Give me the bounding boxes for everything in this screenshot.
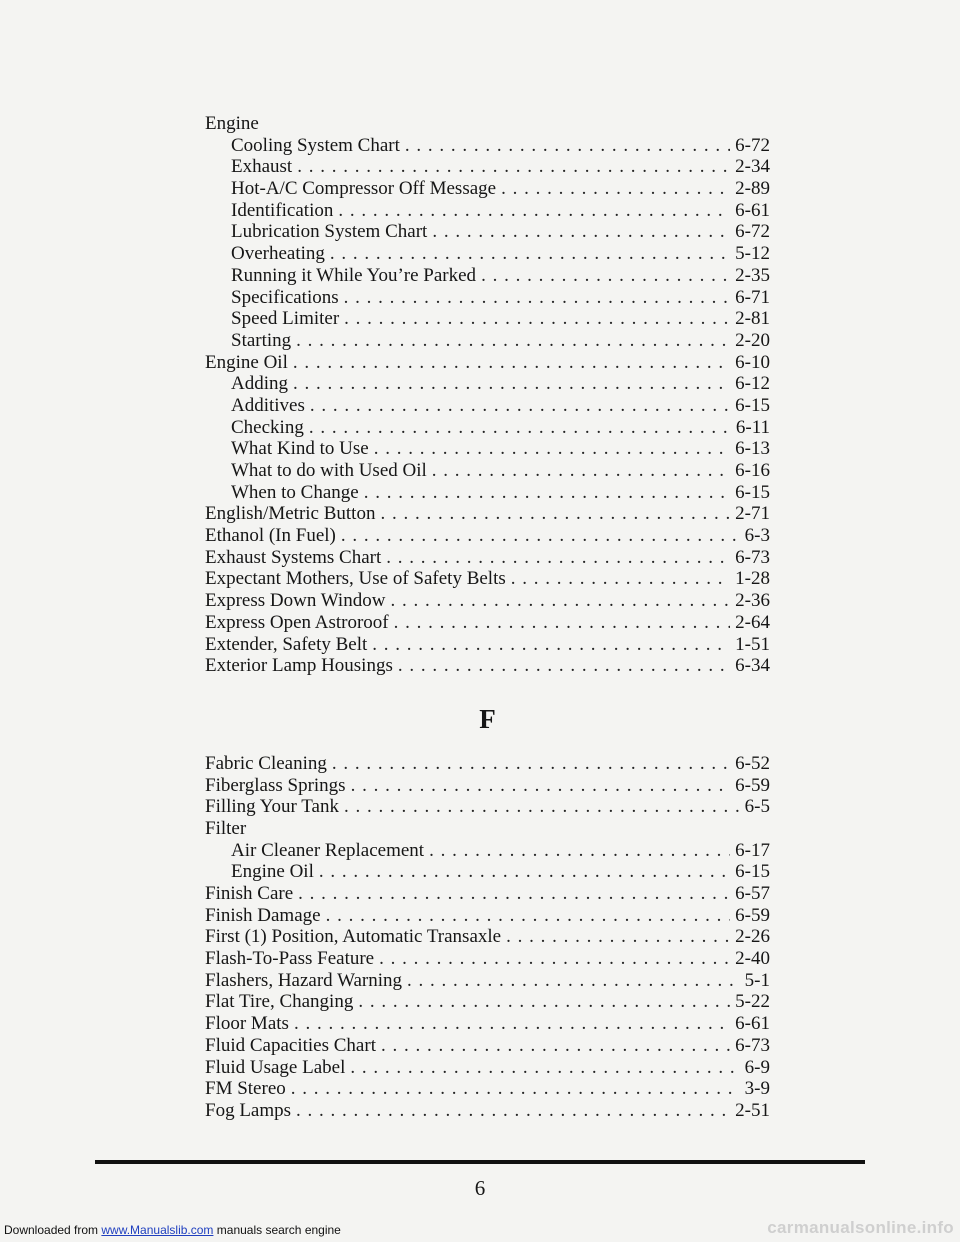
dot-leader xyxy=(432,460,730,482)
dot-leader xyxy=(319,861,730,883)
entry-page: 6-15 xyxy=(735,861,770,883)
index-entry xyxy=(205,883,770,905)
index-subentry xyxy=(205,460,770,482)
index-subentry xyxy=(205,861,770,883)
entry-page: 2-64 xyxy=(735,611,770,633)
entry-page: 2-35 xyxy=(735,264,770,286)
index-entry xyxy=(205,905,770,927)
index-entry xyxy=(205,525,770,547)
dot-leader xyxy=(294,1013,730,1035)
entry-label: Flat Tire, Changing xyxy=(205,991,354,1013)
entry-label: Express Open Astroroof xyxy=(205,611,389,633)
dot-leader xyxy=(350,1057,739,1079)
entry-label: When to Change xyxy=(231,481,359,503)
dot-leader xyxy=(398,655,730,677)
entry-label: Express Down Window xyxy=(205,590,386,612)
index-subentry xyxy=(205,308,770,330)
dot-leader xyxy=(374,438,730,460)
entry-label: Fiberglass Springs xyxy=(205,774,346,796)
entry-page: 6-71 xyxy=(735,286,770,308)
index-subentry xyxy=(205,265,770,287)
entry-label: Fluid Usage Label xyxy=(205,1056,346,1078)
index-heading xyxy=(205,113,770,135)
entry-label: Overheating xyxy=(231,243,325,265)
entry-label: Exhaust Systems Chart xyxy=(205,546,382,568)
entry-label: Finish Damage xyxy=(205,904,321,926)
entry-page: 2-36 xyxy=(735,590,770,612)
index-heading xyxy=(205,818,770,840)
entry-label: Running it While You’re Parked xyxy=(231,264,477,286)
dot-leader xyxy=(405,135,730,157)
entry-label: Identification xyxy=(231,199,334,221)
entry-page: 6-13 xyxy=(735,438,770,460)
index-entry xyxy=(205,1013,770,1035)
entry-label: FM Stereo xyxy=(205,1078,286,1100)
index-entry xyxy=(205,655,770,677)
index-entry xyxy=(205,1100,770,1122)
index-subentry xyxy=(205,287,770,309)
index-subentry xyxy=(205,178,770,200)
dot-leader xyxy=(386,547,730,569)
index-subentry xyxy=(205,417,770,439)
index-subentry xyxy=(205,840,770,862)
entry-label: Filling Your Tank xyxy=(205,796,339,818)
dot-leader xyxy=(432,221,730,243)
entry-page: 2-26 xyxy=(735,926,770,948)
index-subentry xyxy=(205,330,770,352)
entry-label: Flashers, Hazard Warning xyxy=(205,969,403,991)
entry-label: Engine Oil xyxy=(231,861,314,883)
entry-page: 6-16 xyxy=(735,460,770,481)
dot-leader xyxy=(407,970,740,992)
dot-leader xyxy=(429,840,730,862)
dot-leader xyxy=(379,948,730,970)
dot-leader xyxy=(501,178,730,200)
dot-leader xyxy=(293,373,730,395)
dot-leader xyxy=(296,330,730,352)
entry-page: 2-81 xyxy=(735,308,770,330)
entry-label: Floor Mats xyxy=(205,1013,289,1035)
index-entry xyxy=(205,775,770,797)
entry-label: Lubrication System Chart xyxy=(231,221,428,243)
dot-leader xyxy=(332,753,730,775)
index-entry xyxy=(205,970,770,992)
entry-label: Cooling System Chart xyxy=(231,134,400,156)
entry-label: Extender, Safety Belt xyxy=(205,633,368,655)
dot-leader xyxy=(381,1035,730,1057)
entry-page: 2-40 xyxy=(735,948,770,970)
entry-label: Speed Limiter xyxy=(231,308,340,330)
entry-label: Additives xyxy=(231,394,305,416)
entry-label: Finish Care xyxy=(205,883,294,904)
index-entry xyxy=(205,352,770,374)
entry-label: Engine xyxy=(205,113,259,134)
dot-leader xyxy=(364,482,730,504)
entry-label: First (1) Position, Automatic Transaxle xyxy=(205,926,502,948)
entry-label: What to do with Used Oil xyxy=(231,460,427,481)
index-subentry xyxy=(205,438,770,460)
dot-leader xyxy=(344,796,740,818)
entry-page: 6-61 xyxy=(735,199,770,221)
dot-leader xyxy=(390,590,730,612)
entry-label: Specifications xyxy=(231,286,339,308)
entry-page: 6-10 xyxy=(735,351,770,373)
dot-leader xyxy=(351,775,731,797)
dot-leader xyxy=(511,568,730,590)
index-entry xyxy=(205,590,770,612)
index-entry xyxy=(205,1057,770,1079)
download-footer xyxy=(4,1223,341,1237)
footer-prefix: Downloaded from xyxy=(4,1223,102,1237)
entry-page: 2-34 xyxy=(735,156,770,178)
entry-page: 2-51 xyxy=(735,1099,770,1121)
dot-leader xyxy=(338,200,730,222)
index-subentry xyxy=(205,221,770,243)
index-subentry xyxy=(205,156,770,178)
dot-leader xyxy=(372,634,730,656)
entry-page: 6-72 xyxy=(735,221,770,243)
dot-leader xyxy=(330,243,730,265)
entry-label: Adding xyxy=(231,373,288,395)
index-subentry xyxy=(205,200,770,222)
entry-label: Filter xyxy=(205,817,247,839)
entry-page: 6-34 xyxy=(735,655,770,677)
index-subentry xyxy=(205,135,770,157)
index-subentry xyxy=(205,482,770,504)
index-subentry xyxy=(205,395,770,417)
entry-page: 6-3 xyxy=(744,525,770,547)
index-subentry xyxy=(205,373,770,395)
dot-leader xyxy=(380,503,730,525)
entry-page: 5-1 xyxy=(744,969,770,991)
entry-page: 6-73 xyxy=(735,1034,770,1056)
watermark-text: carmanualsonline.info xyxy=(767,1218,954,1237)
footer-suffix: manuals search engine xyxy=(213,1223,341,1237)
index-entry xyxy=(205,796,770,818)
entry-label: Exterior Lamp Housings xyxy=(205,655,393,677)
index-entry xyxy=(205,1078,770,1100)
dot-leader xyxy=(326,905,731,927)
entry-label: What Kind to Use xyxy=(231,438,369,460)
index-entry xyxy=(205,547,770,569)
entry-label: Engine Oil xyxy=(205,351,288,373)
entry-page: 6-17 xyxy=(735,839,770,861)
entry-page: 6-61 xyxy=(735,1013,770,1035)
entry-label: Fog Lamps xyxy=(205,1099,292,1121)
dot-leader xyxy=(344,308,730,330)
index-entry xyxy=(205,991,770,1013)
page-number: 6 xyxy=(474,1176,486,1200)
index-entry xyxy=(205,1035,770,1057)
entry-label: Fabric Cleaning xyxy=(205,752,327,774)
dot-leader xyxy=(293,352,730,374)
entry-label: Fluid Capacities Chart xyxy=(205,1034,376,1056)
footer-rule xyxy=(95,1160,865,1164)
entry-page: 2-71 xyxy=(735,503,770,525)
entry-page: 6-15 xyxy=(735,394,770,416)
dot-leader xyxy=(344,287,731,309)
entry-page: 6-9 xyxy=(744,1056,770,1078)
index-entry xyxy=(205,568,770,590)
entry-page: 6-15 xyxy=(735,481,770,503)
index-entry xyxy=(205,753,770,775)
entry-page: 3-9 xyxy=(744,1078,770,1100)
entry-page: 1-51 xyxy=(735,633,770,655)
entry-label: Checking xyxy=(231,416,304,438)
index-entry xyxy=(205,612,770,634)
entry-page: 5-12 xyxy=(735,243,770,265)
dot-leader xyxy=(291,1078,740,1100)
entry-label: Exhaust xyxy=(231,156,293,178)
entry-page: 6-5 xyxy=(744,796,770,818)
section-letter-f: F xyxy=(479,703,496,734)
entry-page: 2-89 xyxy=(735,178,770,200)
dot-leader xyxy=(297,156,730,178)
entry-page: 6-12 xyxy=(735,373,770,395)
entry-page: 5-22 xyxy=(735,991,770,1013)
entry-page: 1-28 xyxy=(735,568,770,590)
dot-leader xyxy=(310,395,730,417)
dot-leader xyxy=(394,612,731,634)
entry-page: 6-59 xyxy=(735,774,770,796)
manualslib-link[interactable]: www.Manualslib.com xyxy=(101,1223,214,1237)
index-listing xyxy=(205,113,770,1122)
entry-label: Hot-A/C Compressor Off Message xyxy=(231,178,497,200)
dot-leader xyxy=(506,926,730,948)
entry-page: 2-20 xyxy=(735,329,770,351)
entry-page: 6-72 xyxy=(735,134,770,156)
index-subentry xyxy=(205,243,770,265)
dot-leader xyxy=(358,991,730,1013)
entry-page: 6-11 xyxy=(735,416,770,438)
entry-page: 6-59 xyxy=(735,904,770,926)
entry-page: 6-52 xyxy=(735,752,770,774)
dot-leader xyxy=(309,417,731,439)
entry-label: Ethanol (In Fuel) xyxy=(205,525,336,547)
dot-leader xyxy=(341,525,740,547)
index-entry xyxy=(205,926,770,948)
dot-leader xyxy=(298,883,730,905)
dot-leader xyxy=(481,265,730,287)
entry-page: 6-73 xyxy=(735,546,770,568)
dot-leader xyxy=(296,1100,730,1122)
index-entry xyxy=(205,634,770,656)
entry-label: Expectant Mothers, Use of Safety Belts xyxy=(205,568,506,590)
entry-label: English/Metric Button xyxy=(205,503,376,525)
entry-label: Air Cleaner Replacement xyxy=(231,839,425,861)
entry-page: 6-57 xyxy=(735,883,770,904)
index-entry xyxy=(205,948,770,970)
entry-label: Flash-To-Pass Feature xyxy=(205,948,375,970)
index-entry xyxy=(205,503,770,525)
entry-label: Starting xyxy=(231,329,292,351)
